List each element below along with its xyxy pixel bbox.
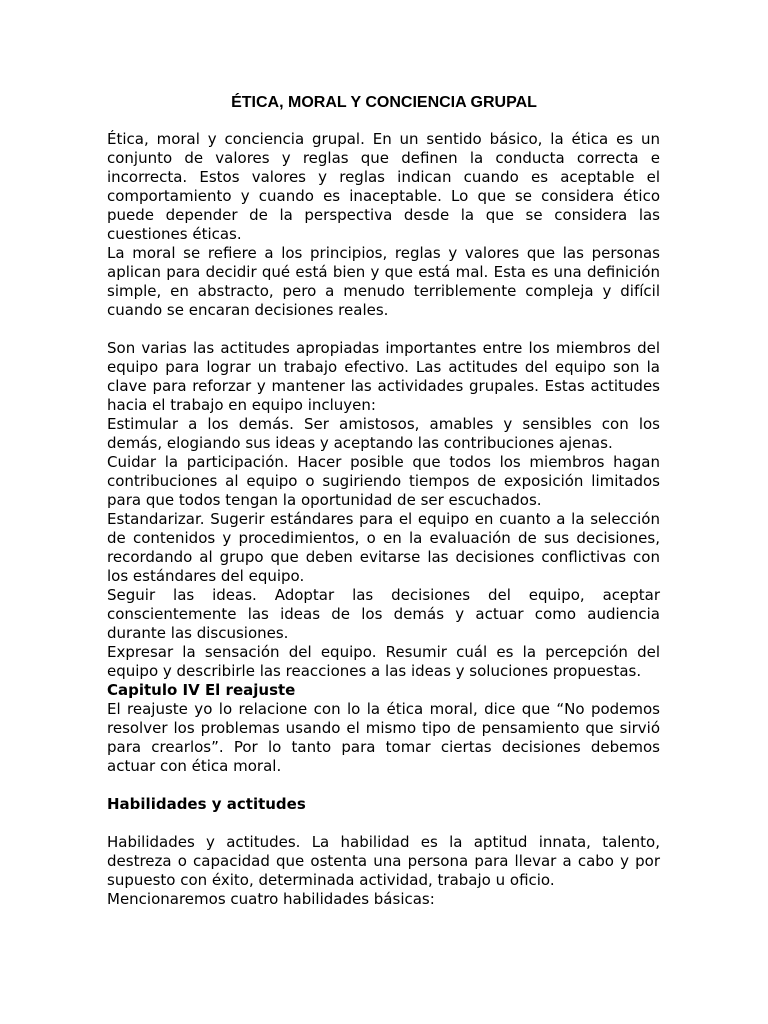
blank-line: [107, 320, 660, 339]
paragraph-habilidades-last-line: Mencionaremos cuatro habilidades básicas:: [107, 890, 435, 908]
paragraph-estimular: Estimular a los demás. Ser amistosos, amables y sensibles con los demás, elogiando sus ideas y aceptando las contribuciones ajenas.: [107, 415, 660, 452]
heading-capitulo: Capitulo IV El reajuste: [107, 681, 296, 699]
paragraph-habilidades: Habilidades y actitudes. La habilidad es la aptitud innata, talento, destreza o capacidad que ostenta una persona para llevar a cabo y por supuesto con éxito, determinada actividad, trabajo u oficio.: [107, 833, 660, 889]
paragraph-expresar: Expresar la sensación del equipo. Resumir cuál es la percepción del equipo y describirle las reacciones a las ideas y soluciones propuestas.: [107, 643, 660, 680]
paragraph-cuidar: Cuidar la participación. Hacer posible que todos los miembros hagan contribuciones al equipo o sugiriendo tiempos de exposición limitados para que todos tengan la oportunidad de ser escuchados.: [107, 453, 660, 509]
blank-line: [107, 814, 660, 833]
paragraph-seguir: Seguir las ideas. Adoptar las decisiones del equipo, aceptar conscientemente las ideas de los demás y actuar como audiencia durante las discusiones.: [107, 586, 660, 642]
paragraph-moral: La moral se refiere a los principios, reglas y valores que las personas aplican para decidir qué está bien y que está mal. Esta es una definición simple, en abstracto, pero a menudo terriblemente compleja y difícil cuando se encaran decisiones reales.: [107, 244, 660, 319]
document-title: ÉTICA, MORAL Y CONCIENCIA GRUPAL: [231, 94, 537, 111]
paragraph-estandarizar: Estandarizar. Sugerir estándares para el equipo en cuanto a la selección de contenidos y procedimientos, o en la evaluación de sus decisiones, recordando al grupo que deben evitarse las decisiones conflictivas con los estándares del equipo.: [107, 510, 660, 585]
document-body: [107, 130, 660, 909]
paragraph-reajuste: El reajuste yo lo relacione con lo la ética moral, dice que “No podemos resolver los problemas usando el mismo tipo de pensamiento que sirvió para crearlos”. Por lo tanto para tomar ciertas decisiones debemos actuar con ética moral.: [107, 700, 660, 775]
heading-habilidades: Habilidades y actitudes: [107, 795, 306, 813]
paragraph-etica: Ética, moral y conciencia grupal. En un sentido básico, la ética es un conjunto de valores y reglas que definen la conducta correcta e incorrecta. Estos valores y reglas indican cuando es aceptable el comportamiento y cuando es inaceptable. Lo que se considera ético puede depender de la perspectiva desde la que se considera las cuestiones éticas.: [107, 130, 660, 243]
paragraph-actitudes: Son varias las actitudes apropiadas importantes entre los miembros del equipo para lograr un trabajo efectivo. Las actitudes del equipo son la clave para reforzar y mantener las actividades grupales. Estas actitudes hacia el trabajo en equipo incluyen:: [107, 339, 660, 414]
blank-line: [107, 776, 660, 795]
